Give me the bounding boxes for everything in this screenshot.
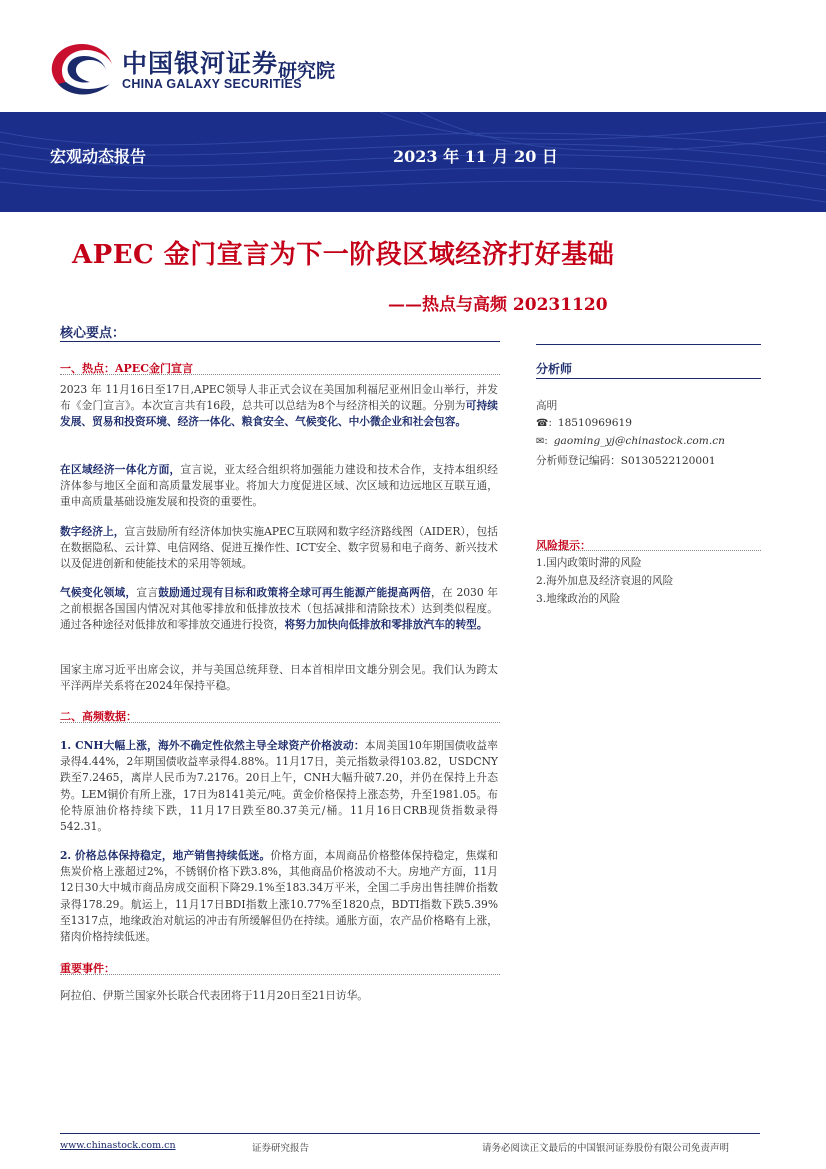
section-heading-hotspot: 一、热点：APEC金门宣言 [60, 362, 193, 375]
key-points-heading: 核心要点： [60, 326, 126, 341]
analyst-heading: 分析师 [536, 362, 573, 376]
risk-item: 3.地缘政治的风险 [536, 593, 621, 605]
paragraph-climate-change: 气候变化领域，宣言鼓励通过现有目标和政策将全球可再生能源产能提高两倍，在 2030 年之前根据各国国内情况对其他零排放和低排放技术（包括减排和清除技术）达到类似程度。通过各种途径对低排放和零排放交通进行投资，将努力加快向低排放和零排放汽车的转型。 [60, 586, 498, 632]
page-title: APEC 金门宣言为下一阶段区域经济打好基础 [72, 240, 615, 270]
analyst-phone-row [536, 417, 632, 429]
analyst-email[interactable]: gaoming_yj@chinastock.com.cn [553, 435, 725, 447]
brand-name-cn: 中国银河证券 [122, 49, 279, 78]
analyst-registration: 分析师登记编码：S0130522120001 [536, 455, 716, 467]
footer-report-label: 证券研究报告 [252, 1143, 310, 1154]
risk-item: 2.海外加息及经济衰退的风险 [536, 575, 674, 587]
paragraph-cnh: 1. CNH大幅上涨，海外不确定性依然主导全球资产价格波动：本周美国10年期国债收益率录得4.44%，2年期国债收益率录得4.88%。11月17日，美元指数录得103.82，USDCNY跌至7.2465，离岸人民币为7.2176。20日上午，CNH大幅升破7.20，并仍在保持上升态势。LEM铜价有所上涨，17日为8141美元/吨。黄金价格保持上涨态势，升至1981.05。布伦特原油价格持续下跌，11月17日跌至80.37美元/桶。11月16日CRB现货指数录得542.31。 [60, 739, 498, 834]
report-date: 2023 年 11 月 20 日 [393, 147, 558, 166]
paragraph-events: 阿拉伯、伊斯兰国家外长联合代表团将于11月20日至21日访华。 [60, 989, 368, 1002]
analyst-email-row[interactable] [536, 435, 725, 447]
paragraph-digital-economy: 数字经济上，宣言鼓励所有经济体加快实施APEC互联网和数字经济路线图（AIDER），包括在数据隐私、云计算、电信网络、促进互操作性、ICT安全、数字贸易和电子商务、新兴技术以及促进创新和使能技术的采用等领域。 [60, 525, 498, 571]
email-icon: ✉: [536, 436, 548, 447]
divider [60, 974, 500, 975]
divider [536, 378, 761, 379]
divider [60, 374, 500, 375]
section-heading-events: 重要事件： [60, 962, 115, 975]
page-subtitle: ——热点与高频 20231120 [388, 295, 608, 315]
footer-disclaimer: 请务必阅读正文最后的中国银河证券股份有限公司免责声明 [482, 1143, 730, 1154]
analyst-name: 高明 [536, 400, 558, 412]
divider [536, 550, 761, 551]
paragraph-apec-intro: 2023 年 11月16日至17日,APEC领导人非正式会议在美国加利福尼亚州旧金山举行，并发布《金门宣言》。本次宣言共有16段，总共可以总结为8个与经济相关的议题。分别为可持续发展、贸易和投资环境、经济一体化、粮食安全、气候变化、中小微企业和社会包容。 [60, 383, 498, 429]
divider [60, 722, 500, 723]
phone-icon: ☎: [536, 418, 552, 429]
paragraph-regional-integration: 在区域经济一体化方面，宣言说，亚太经合组织将加强能力建设和技术合作，支持本组织经济体参与地区全面和高质量发展事业。将加大力度促进区域、次区域和边远地区互联互通，重申高质量基础设施发展和投资的重要性。 [60, 463, 498, 509]
risk-heading: 风险提示： [536, 539, 591, 552]
paragraph-prices: 2. 价格总体保持稳定，地产销售持续低迷。价格方面，本周商品价格整体保持稳定，焦煤和焦炭价格上涨超过2%，不锈钢价格下跌3.8%，其他商品价格波动不大。房地产方面，11月12日30大中城市商品房成交面积下降29.1%至183.34万平米，全国二手房出售挂牌价指数录得178.29。航运上，11月17日BDI指数上涨10.77%至1820点，BDTI指数下跌5.39%至1317点，地缘政治对航运的冲击有所缓解但仍在持续。通胀方面，农产品价格略有上涨，猪肉价格持续低迷。 [60, 849, 498, 944]
risk-item: 1.国内政策时滞的风险 [536, 557, 642, 569]
analyst-phone: 18510969619 [557, 417, 632, 429]
divider [60, 341, 500, 342]
divider [536, 344, 761, 345]
report-type: 宏观动态报告 [50, 147, 147, 166]
footer-divider [60, 1133, 760, 1134]
institute-label: 研究院 [278, 60, 336, 82]
paragraph-leaders-meeting: 国家主席习近平出席会议，并与美国总统拜登、日本首相岸田文雄分别会见。我们认为跨太平洋两岸关系将在2024年保持平稳。 [60, 663, 498, 693]
galaxy-logo-icon [48, 40, 116, 100]
brand-name-en: CHINA GALAXY SECURITIES [122, 77, 302, 91]
footer-website-link[interactable]: www.chinastock.com.cn [60, 1140, 176, 1151]
section-heading-high-frequency: 二、高频数据： [60, 710, 137, 723]
